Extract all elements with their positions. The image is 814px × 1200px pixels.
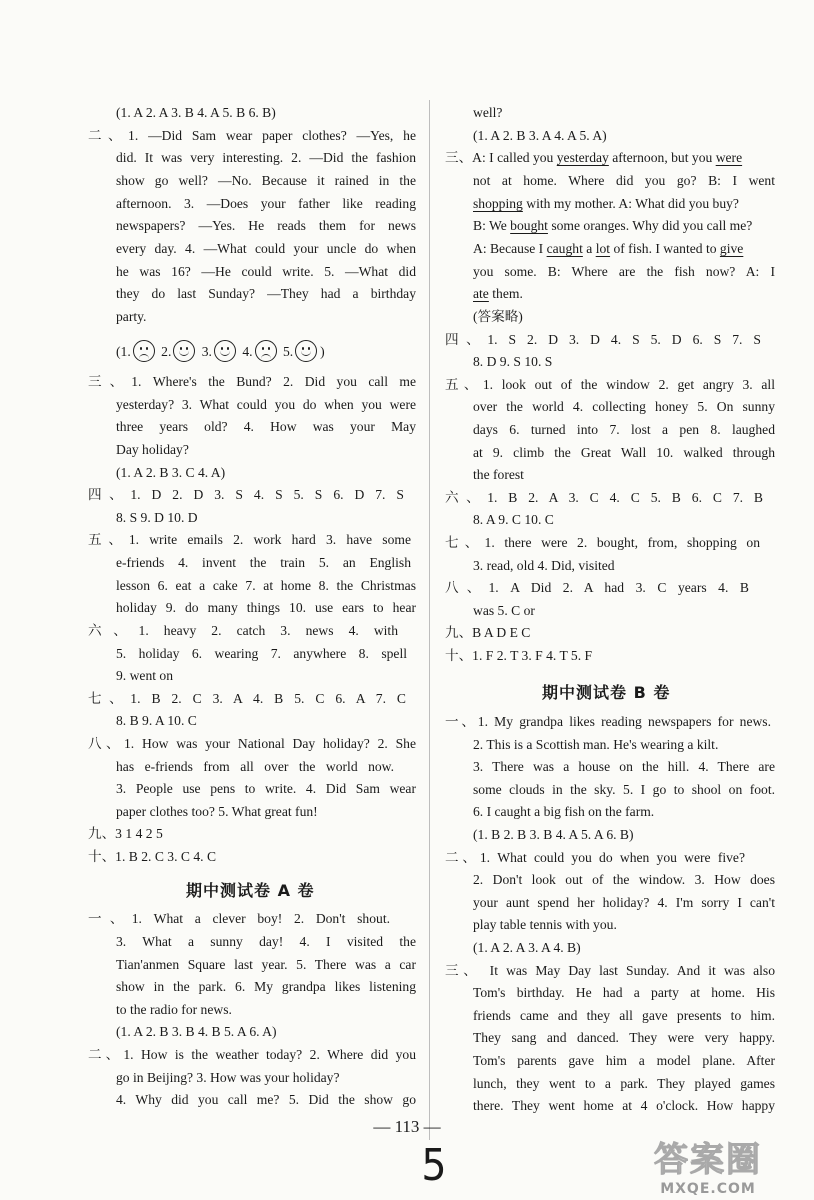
answer-line: party. [116, 309, 147, 324]
answer-line: yesterday? 3. What could you do when you were [116, 397, 416, 412]
answer-line: to the radio for news. [116, 1002, 232, 1017]
answer-line: 四、1. S 2. D 3. D 4. S 5. D 6. S 7. S [445, 332, 761, 347]
answer-line: Tian'anmen Square last year. 5. There was a car [116, 957, 416, 972]
answer-line: 8. B 9. A 10. C [116, 713, 197, 728]
answer-line: 9. went on [116, 668, 174, 683]
answer-line: lesson 6. eat a cake 7. at home 8. the Christmas [116, 578, 416, 593]
answer-line: (1. A 2. B 3. A 4. A 5. A) [473, 128, 607, 143]
sad-face-icon [133, 340, 155, 362]
answer-line: 八、1. A Did 2. A had 3. C years 4. B [445, 580, 749, 595]
answer-line: 4. Why did you call me? 5. Did the show go [116, 1092, 416, 1107]
happy-face-icon [173, 340, 195, 362]
answer-line: (1. A 2. A 3. B 4. A 5. B 6. B) [116, 105, 276, 120]
passage-line: They sang and danced. They were very happy. [473, 1030, 775, 1045]
answer-line: at 9. climb the Great Wall 10. walked through [473, 445, 775, 460]
answer-line: 十、1. F 2. T 3. F 4. T 5. F [445, 648, 593, 663]
answer-line: they do last Sunday? —They had a birthday [116, 286, 416, 301]
answer-line: every day. 4. —What could your uncle do when [116, 241, 416, 256]
dialogue-line: not at home. Where did you go? B: I went [473, 173, 775, 188]
answer-line: three years old? 4. How was your May [116, 419, 416, 434]
answer-line: days 6. turned into 7. lost a pen 8. laughed [473, 422, 775, 437]
answer-line: 九、3 1 4 2 5 [88, 826, 163, 841]
passage-line: friends came and they all gave presents to him. [473, 1008, 775, 1023]
answer-line: was 5. C or [473, 603, 535, 618]
answer-line: 七、1. there were 2. bought, from, shopping on [445, 535, 760, 550]
answer-line: paper clothes too? 5. What great fun! [116, 804, 318, 819]
right-column [430, 0, 814, 1200]
answer-line: show in the park. 6. My grandpa likes listening [116, 979, 416, 994]
answer-line: 三、1. Where's the Bund? 2. Did you call me [88, 374, 416, 389]
section-title: 期中测试卷 B 卷 [542, 683, 671, 702]
answer-line: has e-friends from all over the world now. [116, 759, 394, 774]
dialogue-line: shopping with my mother. A: What did you buy? [473, 196, 739, 211]
answer-line: 二、1. How is the weather today? 2. Where did you [88, 1047, 416, 1062]
answer-line: well? [473, 105, 503, 120]
watermark-url: MXQE.COM [660, 1181, 756, 1197]
answer-line: 2. Don't look out of the window. 3. How does [473, 872, 775, 887]
answer-line: over the world 4. collecting honey 5. On sunny [473, 399, 775, 414]
answer-line: 六、1. heavy 2. catch 3. news 4. with [88, 623, 398, 638]
answer-line: some clouds in the sky. 5. I go to shool on foot. [473, 782, 775, 797]
dialogue-line: 三、A: I called you yesterday afternoon, but you were [445, 150, 743, 165]
answer-line: 3. There was a house on the hill. 4. There are [473, 759, 775, 774]
section-title: 期中测试卷 A 卷 [186, 881, 315, 900]
answer-line: 十、1. B 2. C 3. C 4. C [88, 849, 217, 864]
watermark-text: 答案圈 [654, 1140, 762, 1180]
answer-line: e-friends 4. invent the train 5. an English [116, 555, 411, 570]
answer-line: (1. B 2. B 3. B 4. A 5. A 6. B) [473, 827, 634, 842]
answer-line: 8. A 9. C 10. C [473, 512, 554, 527]
dialogue-line: A: Because I caught a lot of fish. I wanted to give [473, 241, 744, 256]
faces-row: (1. 2. 3. 4. 5. ) [116, 340, 325, 364]
sad-face-icon [255, 340, 277, 362]
answer-line: 8. S 9. D 10. D [116, 510, 198, 525]
answer-line: 九、B A D E C [445, 625, 531, 640]
answer-line: 二、1. What could you do when you were five? [445, 850, 745, 865]
passage-line: Tom's parents gave him a model plane. After [473, 1053, 775, 1068]
handwritten-number: 5 [421, 1140, 447, 1191]
passage-line: 三、 It was May Day last Sunday. And it was also [445, 963, 775, 978]
answer-line: holiday 9. do many things 10. use ears to hear [116, 600, 416, 615]
answer-line: (1. A 2. B 3. B 4. B 5. A 6. A) [116, 1024, 277, 1039]
answer-line: 六、1. B 2. A 3. C 4. C 5. B 6. C 7. B [445, 490, 763, 505]
answer-line: 3. People use pens to write. 4. Did Sam wear [116, 781, 416, 796]
answer-line: go in Beijing? 3. How was your holiday? [116, 1070, 340, 1085]
answer-line: afternoon. 3. —Does your father like reading [116, 196, 416, 211]
answer-line: the forest [473, 467, 524, 482]
answer-line: he was 16? —He could write. 5. —What did [116, 264, 416, 279]
answer-line: (答案略) [473, 309, 523, 324]
answer-line: 一、1. My grandpa likes reading newspapers for news. [445, 714, 771, 729]
answer-line: 8. D 9. S 10. S [473, 354, 553, 369]
answer-line: 五、1. write emails 2. work hard 3. have some [88, 532, 411, 547]
answer-line: 3. What a sunny day! 4. I visited the [116, 934, 416, 949]
dialogue-line: B: We bought some oranges. Why did you call me? [473, 218, 753, 233]
answer-line: 五、1. look out of the window 2. get angry 3. all [445, 377, 775, 392]
happy-face-icon [295, 340, 317, 362]
answer-line: 6. I caught a big fish on the farm. [473, 804, 655, 819]
passage-line: there. They went home at 4 o'clock. How happy [473, 1098, 775, 1113]
answer-line: (1. A 2. B 3. C 4. A) [116, 465, 226, 480]
answer-line: 一、1. What a clever boy! 2. Don't shout. [88, 911, 390, 926]
answer-line: newspapers? —Yes. He reads them for news [116, 218, 416, 233]
answer-line: 3. read, old 4. Did, visited [473, 558, 615, 573]
answer-line: 2. This is a Scottish man. He's wearing a kilt. [473, 737, 719, 752]
passage-line: lunch, they went to a park. They played games [473, 1076, 775, 1091]
happy-face-icon [214, 340, 236, 362]
answer-line: 七、1. B 2. C 3. A 4. B 5. C 6. A 7. C [88, 691, 406, 706]
passage-line: Tom's birthday. He had a party at home. His [473, 985, 775, 1000]
dialogue-line: ate them. [473, 286, 523, 301]
answer-line: 八、1. How was your National Day holiday? 2. She [88, 736, 416, 751]
page-number: — 113 — [373, 1117, 441, 1136]
answer-line: show go well? —No. Because it rained in the [116, 173, 416, 188]
watermark-logo [608, 1132, 808, 1196]
answer-line: Day holiday? [116, 442, 189, 457]
answer-line: did. It was very interesting. 2. —Did the fashion [116, 150, 416, 165]
answer-line: 二、1. —Did Sam wear paper clothes? —Yes, he [88, 128, 416, 143]
answer-line: 5. holiday 6. wearing 7. anywhere 8. spell [116, 646, 407, 661]
answer-line: play table tennis with you. [473, 917, 617, 932]
dialogue-line: you some. B: Where are the fish now? A: I [473, 264, 775, 279]
answer-line: your aunt spend her holiday? 4. I'm sorry I can't [473, 895, 775, 910]
answer-line: 四、1. D 2. D 3. S 4. S 5. S 6. D 7. S [88, 487, 404, 502]
answer-line: (1. A 2. A 3. A 4. B) [473, 940, 581, 955]
